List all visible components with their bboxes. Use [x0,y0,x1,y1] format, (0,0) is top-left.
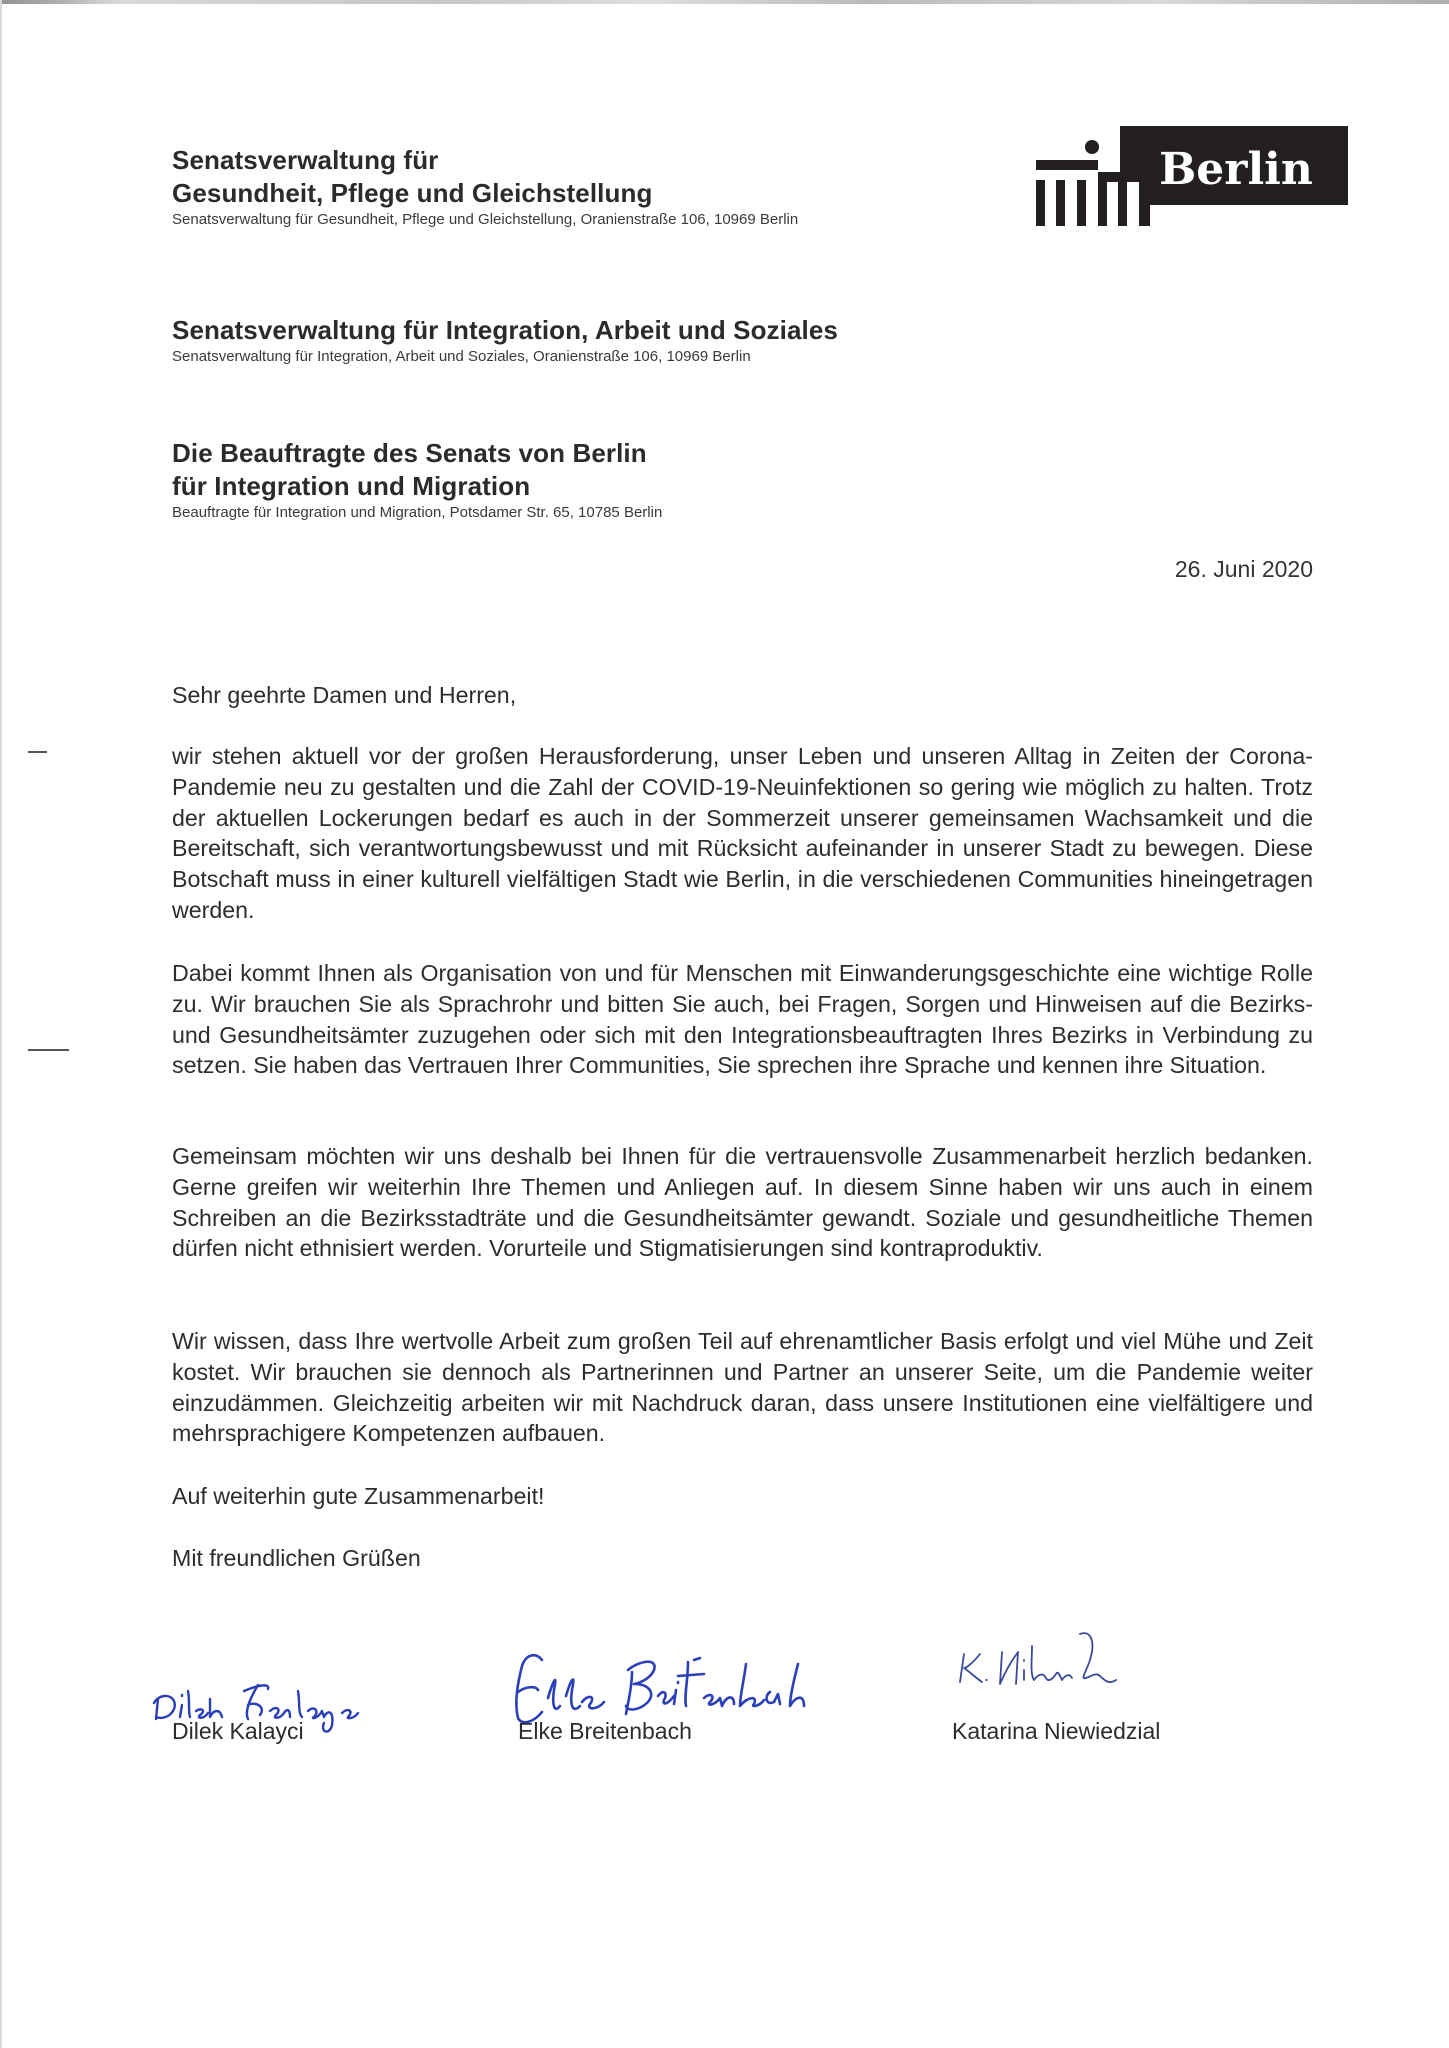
sender-address: Senatsverwaltung für Gesundheit, Pflege und Gleichstellung, Oranienstraße 106, 10969 Berlin [172,211,799,228]
signer-name: Katarina Niewiedzial [952,1718,1161,1744]
body-paragraph [172,958,1313,1081]
body-paragraph [172,1326,1313,1449]
salutation-text: Sehr geehrte Damen und Herren, [172,682,517,708]
sender-block-commissioner [172,437,662,522]
sender-block-health [172,144,798,229]
paragraph-text: Wir wissen, dass Ihre wertvolle Arbeit zum großen Teil auf ehrenamtlicher Basis erfolgt und viel Mühe und Zeit kostet. Wir brauchen sie dennoch als Partnerinnen und Partner an unserer Seite, um die Pandemie weiter einzudämmen. Gleichzeitig arbeiten wir mit Nachdruck daran, dass unsere Institutionen eine vielfältigere und mehrsprachigere Kompetenzen aufbauen. [172,1328,1313,1447]
sender-title-line: Senatsverwaltung für Integration, Arbeit und Soziales [172,315,838,345]
body-paragraph [172,1141,1313,1264]
scan-left-edge [0,0,2,2048]
signature-katarina-niewiedzial [950,1630,1170,1700]
complimentary-close-text: Mit freundlichen Grüßen [172,1545,421,1571]
complimentary-close [172,1543,1313,1574]
letter-date: 26. Juni 2020 [1174,556,1313,582]
paragraph-text: Gemeinsam möchten wir uns deshalb bei Ihnen für die vertrauensvolle Zusammenarbeit herzlich bedanken. Gerne greifen wir weiterhin Ihre Themen und Anliegen auf. In diesem Sinne haben wir uns auch in einem Schreiben an die Bezirksstadträte und die Gesundheitsämter gewandt. Soziale und gesundheitliche Themen dürfen nicht ethnisiert werden. Vorurteile und Stigmatisierungen sind kontraproduktiv. [172,1143,1313,1262]
sender-address: Beauftragte für Integration und Migration, Potsdamer Str. 65, 10785 Berlin [172,504,663,521]
brandenburg-gate-icon [1030,120,1360,232]
closing-line-text: Auf weiterhin gute Zusammenarbeit! [172,1483,545,1509]
sender-title-line: für Integration und Migration [172,471,531,501]
signer-name: Elke Breitenbach [518,1718,692,1744]
paragraph-text: Dabei kommt Ihnen als Organisation von und für Menschen mit Einwanderungsgeschichte eine wichtige Rolle zu. Wir brauchen Sie als Sprachrohr und bitten Sie auch, bei Fragen, Sorgen und Hinweisen auf die Bezirks- und Gesundheitsämter zuzugehen oder sich mit den Integrationsbeauftragten Ihres Bezirks in Verbindung zu setzen. Sie haben das Vertrauen Ihrer Communities, Sie sprechen ihre Sprache und kennen ihre Situation. [172,960,1313,1079]
fold-mark [28,751,47,753]
punch-mark [28,1049,69,1051]
sender-title [172,314,838,347]
berlin-logo [1030,120,1360,232]
logo-text: Berlin [1159,144,1313,195]
sender-title [172,144,798,210]
sender-address: Senatsverwaltung für Integration, Arbeit und Soziales, Oranienstraße 106, 10969 Berlin [172,348,751,365]
signer-name: Dilek Kalayci [172,1718,304,1744]
paragraph-text: wir stehen aktuell vor der großen Herausforderung, unser Leben und unseren Alltag in Zeiten der Corona-Pandemie neu zu gestalten und die Zahl der COVID-19-Neuinfektionen so gering wie möglich zu halten. Trotz der aktuellen Lockerungen bedarf es auch in der Sommerzeit unserer gemeinsamen Wachsamkeit und die Bereitschaft, sich verantwortungsbewusst und mit Rücksicht aufeinander in unserer Stadt zu bewegen. Diese Botschaft muss in einer kulturell vielfältigen Stadt wie Berlin, in die verschiedenen Communities hineingetragen werden. [172,743,1313,923]
sender-title [172,437,662,503]
sender-title-line: Die Beauftragte des Senats von Berlin [172,438,647,468]
scan-top-edge [0,0,1449,4]
sender-title-line: Senatsverwaltung für [172,145,439,175]
sender-title-line: Gesundheit, Pflege und Gleichstellung [172,178,653,208]
sender-block-integration [172,314,838,366]
salutation [172,680,1313,711]
closing-line [172,1481,1313,1512]
body-paragraph [172,741,1313,926]
